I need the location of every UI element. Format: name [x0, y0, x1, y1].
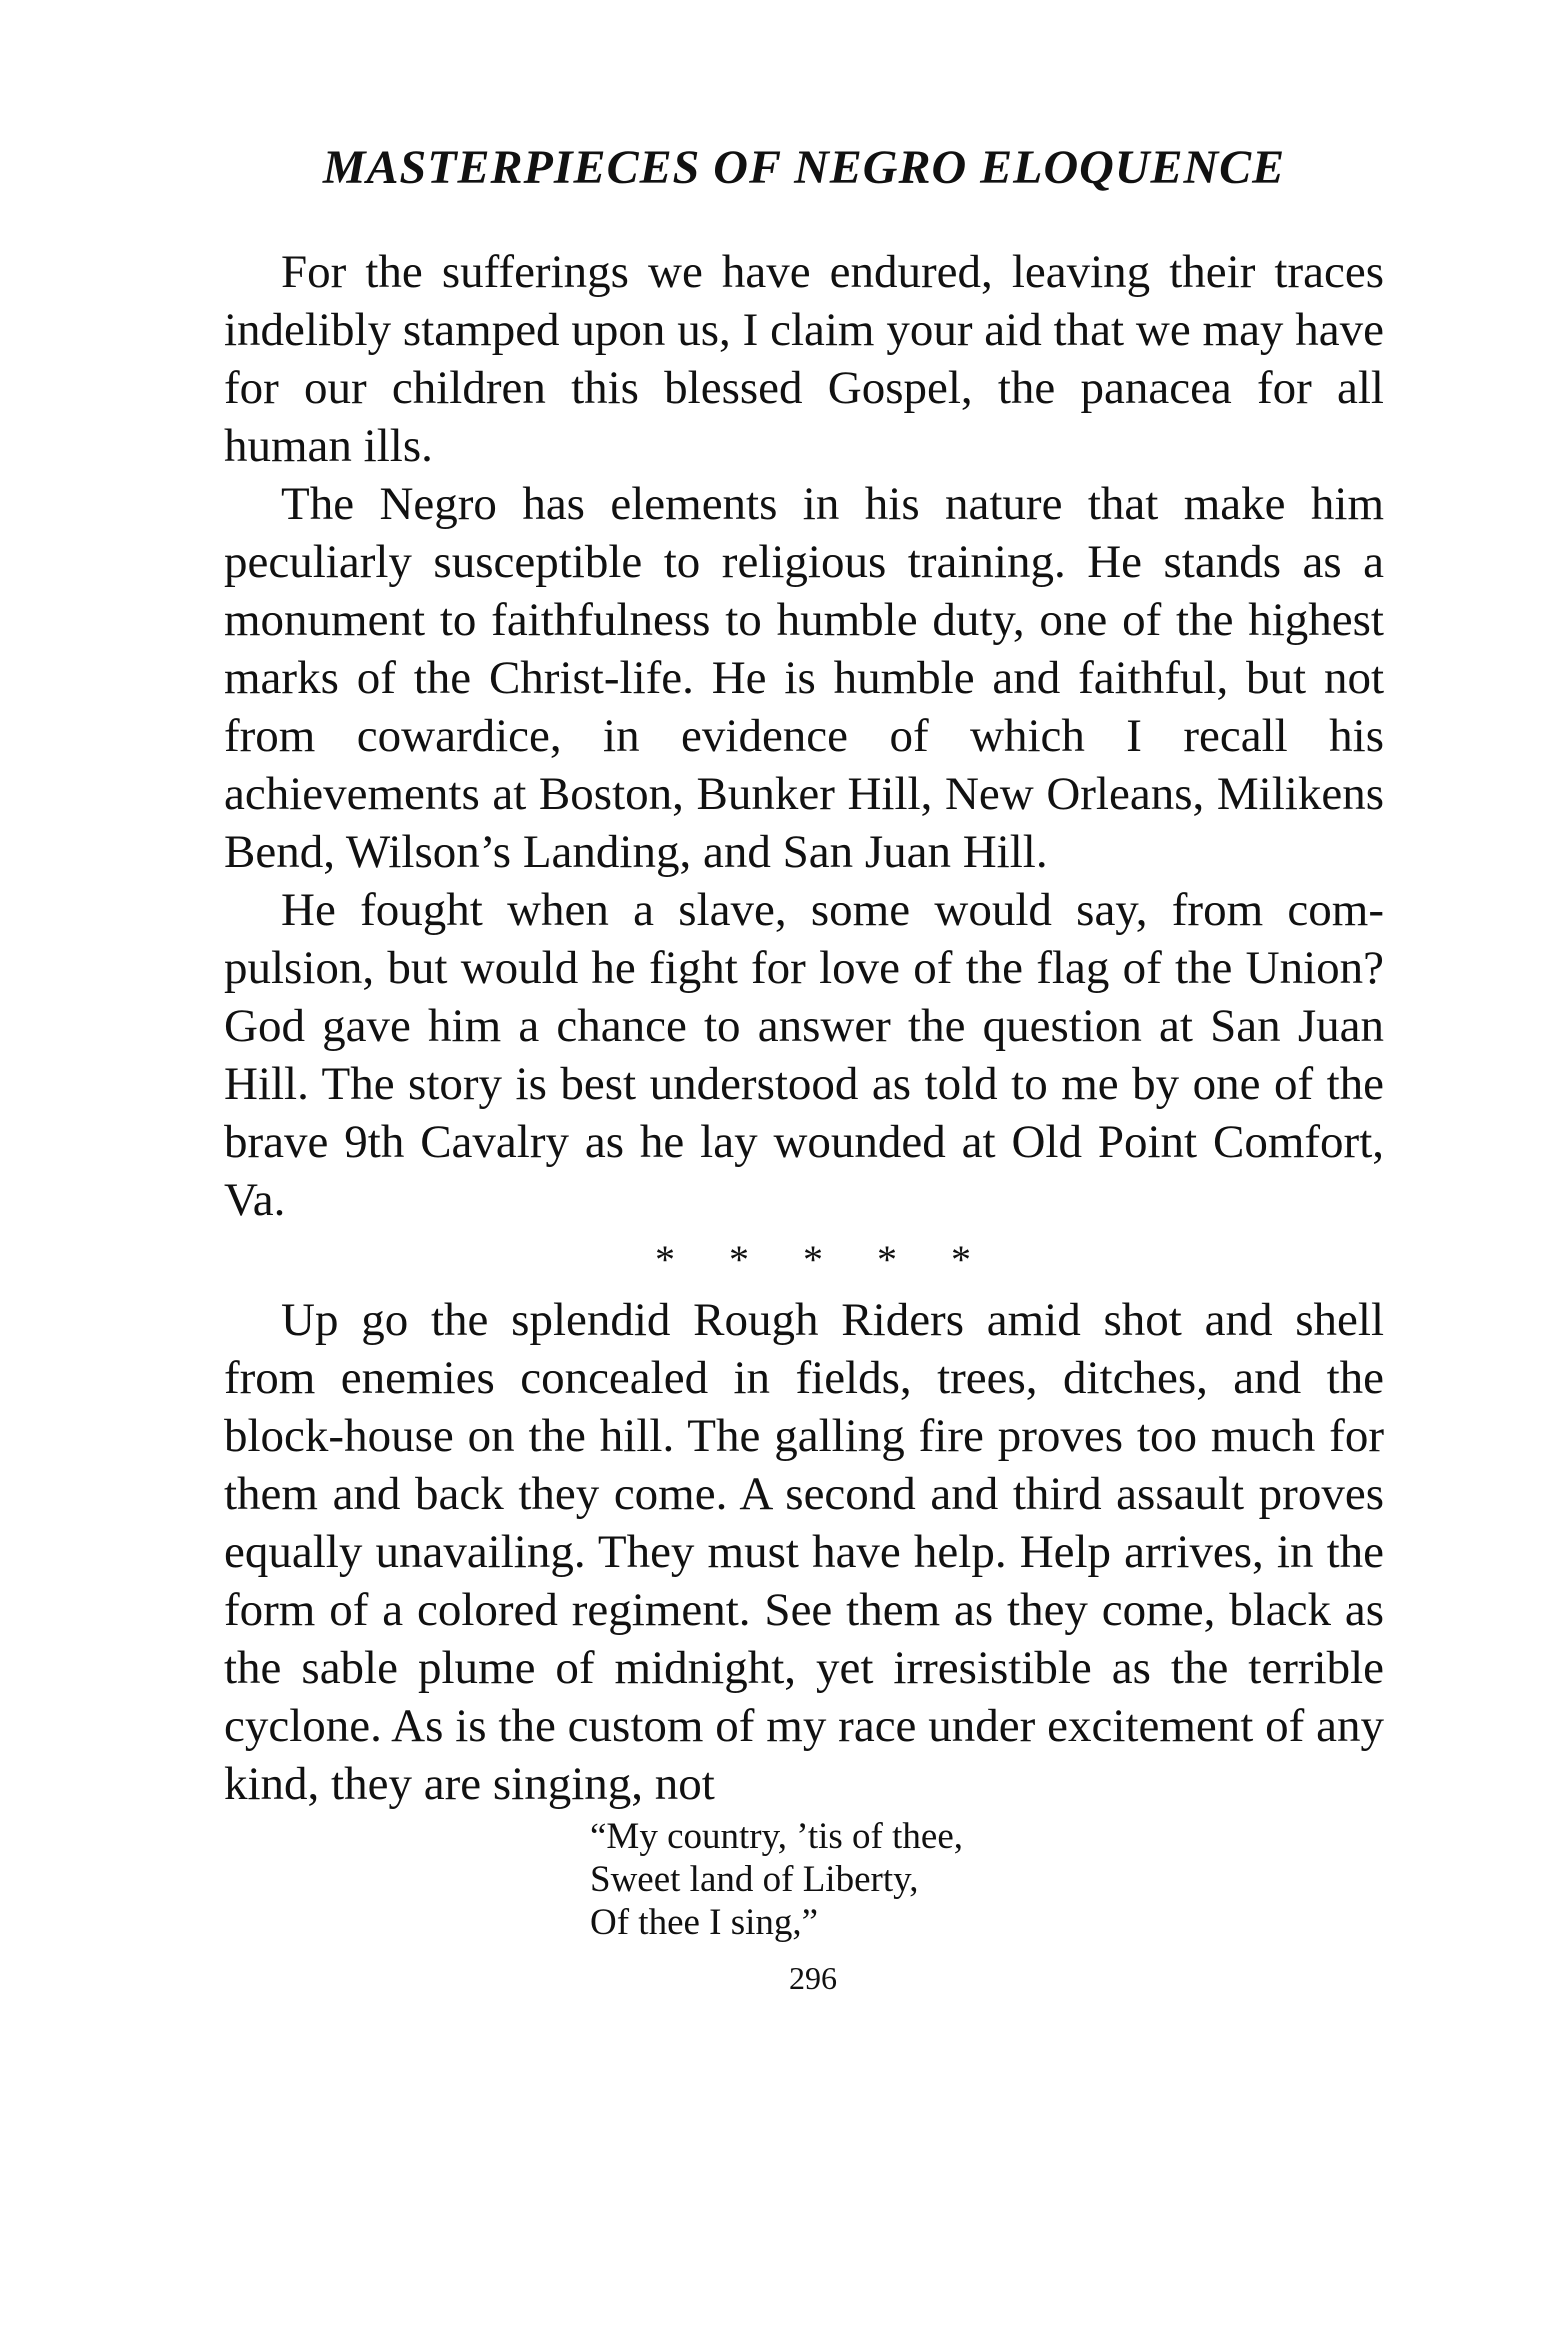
verse-line: Sweet land of Liberty, [590, 1859, 919, 1900]
page-number: 296 [789, 1960, 837, 1996]
verse-line: “My country, ’tis of thee, [590, 1816, 963, 1857]
section-separator: * * * * * [655, 1237, 993, 1282]
paragraph: Up go the splendid Rough Riders amid shot and shell from enemies concealed in fields, trees, ditches, and the block-house on the hill. The galling fire proves too much for them and back they come. A second and third assault proves equally unavailing. They must have help. Help arrives, in the form of a colored regiment. See them as they come, black as the sable plume of midnight, yet irresistible as the terrible cyclone. As is the custom of my race under excitement of any kind, they are singing, not [224, 1294, 1384, 1810]
book-page [224, 0, 1384, 2349]
running-head: MASTERPIECES OF NEGRO ELOQUENCE [322, 141, 1286, 194]
verse-line: Of thee I sing,” [590, 1902, 819, 1943]
page-body [224, 243, 1384, 1998]
paragraph: For the sufferings we have endured, leaving their traces indelibly stamped upon us, I claim your aid that we may have for our children this blessed Gospel, the panacea for all human ills. [224, 246, 1384, 472]
verse-quote [590, 1815, 1384, 1944]
paragraph: He fought when a slave, some would say, from compulsion, but would he fight for love of the flag of the Union? God gave him a chance to answer the question at San Juan Hill. The story is best understood as told to me by one of the brave 9th Cavalry as he lay wounded at Old Point Comfort, Va. [224, 884, 1384, 1226]
paragraph: The Negro has elements in his nature that make him peculiarly susceptible to religious training. He stands as a monument to faithfulness to humble duty, one of the highest marks of the Christ-life. He is humble and faithful, but not from cowardice, in evidence of which I recall his achievements at Boston, Bunker Hill, New Orleans, Milikens Bend, Wilson’s Landing, and San Juan Hill. [224, 478, 1384, 878]
